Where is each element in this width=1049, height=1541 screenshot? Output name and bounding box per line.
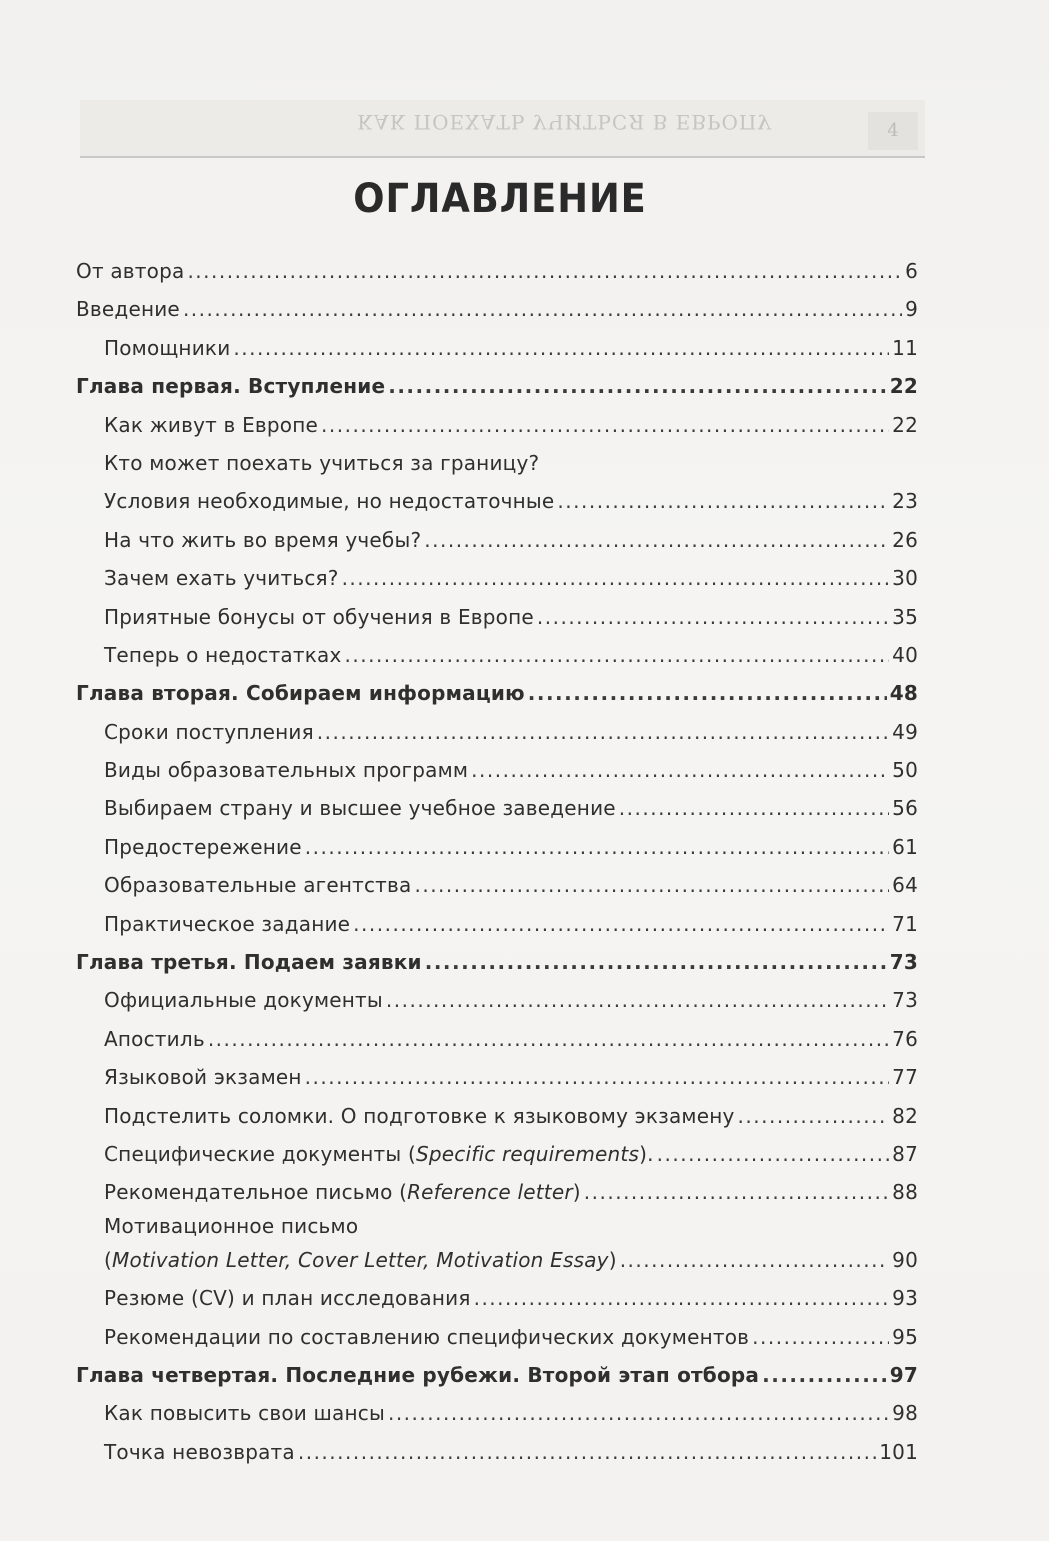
toc-section-entry[interactable]	[76, 482, 918, 520]
toc-chapter-entry[interactable]	[76, 943, 918, 981]
toc-entry-label: Глава вторая. Собираем информацию	[76, 681, 525, 706]
toc-entry-label: Образовательные агентства	[104, 873, 412, 898]
toc-entry-label: Практическое задание	[104, 911, 351, 936]
toc-page-number: 73	[889, 950, 918, 975]
toc-page-number: 22	[889, 374, 918, 399]
toc-entry-label: Мотивационное письмо	[104, 1213, 359, 1238]
toc-entry-label: Глава третья. Подаем заявки	[76, 950, 422, 975]
dot-leader	[528, 674, 887, 712]
toc-entry-label: Официальные документы	[104, 988, 383, 1013]
dot-leader	[584, 1173, 889, 1211]
toc-section-entry[interactable]	[76, 444, 918, 482]
dot-leader	[537, 598, 889, 636]
toc-section-entry[interactable]	[76, 406, 918, 444]
toc-section-entry[interactable]	[76, 559, 918, 597]
toc-section-entry[interactable]	[76, 1394, 918, 1432]
toc-page-number: 6	[905, 259, 918, 283]
toc-entry-label: От автора	[76, 259, 185, 283]
toc-entry-label: Резюме (CV) и план исследования	[104, 1286, 471, 1311]
dot-leader	[657, 1135, 890, 1173]
toc-entry-label: Глава четвертая. Последние рубежи. Второй этап отбора	[76, 1362, 760, 1387]
toc-page-number: 35	[892, 604, 918, 629]
toc-entry-label: Как повысить свои шансы	[104, 1401, 385, 1426]
toc-entry-label: Подстелить соломки. О подготовке к языковому экзамену	[104, 1103, 735, 1128]
dot-leader	[183, 290, 902, 328]
dot-leader	[342, 559, 890, 597]
toc-page-number: 76	[892, 1026, 918, 1051]
toc-entry-label	[104, 1173, 581, 1211]
toc-entry-label-italic: Specific requirements	[415, 1141, 640, 1166]
toc-entry-label: Введение	[76, 297, 180, 322]
table-of-contents	[76, 252, 918, 1471]
dot-leader	[233, 329, 889, 367]
page-title: ОГЛАВЛЕНИЕ	[353, 176, 647, 222]
toc-section-entry[interactable]	[76, 866, 918, 904]
toc-page-number: 64	[892, 873, 918, 898]
toc-page-number: 98	[892, 1401, 918, 1426]
mirrored-running-head: КАК ПОЕХАТЬ УЧИТЬСЯ В ЕВРОПУ	[357, 110, 773, 134]
dot-leader	[305, 828, 889, 866]
toc-page-number: 56	[892, 796, 918, 821]
toc-entry-label	[104, 1241, 617, 1279]
toc-section-entry[interactable]	[76, 905, 918, 943]
toc-page-number: 71	[892, 911, 918, 936]
dot-leader	[353, 905, 889, 943]
mirrored-page-number: 4	[868, 112, 918, 150]
toc-section-entry[interactable]	[76, 1241, 918, 1279]
toc-section-entry[interactable]	[76, 1097, 918, 1135]
toc-section-entry[interactable]	[76, 636, 918, 674]
toc-page-number: 22	[892, 412, 918, 437]
dot-leader	[187, 252, 902, 290]
toc-section-entry[interactable]	[76, 1279, 918, 1317]
toc-page-number: 40	[892, 642, 918, 667]
toc-entry-label-part: )	[608, 1247, 617, 1272]
dot-leader	[619, 789, 889, 827]
dot-leader	[471, 751, 889, 789]
toc-section-entry[interactable]	[76, 751, 918, 789]
toc-page-number: 87	[892, 1141, 918, 1166]
toc-chapter-entry[interactable]	[76, 367, 918, 405]
toc-entry-label-part: )	[572, 1180, 581, 1205]
toc-page-number: 49	[892, 719, 918, 744]
toc-page-number: 77	[892, 1065, 918, 1090]
dot-leader	[762, 1356, 887, 1394]
toc-section-entry[interactable]	[76, 1173, 918, 1211]
toc-section-entry[interactable]	[76, 1020, 918, 1058]
toc-section-entry[interactable]	[76, 598, 918, 636]
toc-entry-label: На что жить во время учебы?	[104, 527, 422, 552]
toc-entry-label	[104, 1135, 654, 1173]
dot-leader	[317, 713, 889, 751]
toc-chapter-entry[interactable]	[76, 290, 918, 328]
dot-leader	[414, 866, 889, 904]
toc-page-number: 90	[892, 1247, 918, 1272]
toc-section-entry[interactable]	[76, 1318, 918, 1356]
toc-page-number: 26	[892, 527, 918, 552]
toc-entry-label: Помощники	[104, 335, 231, 360]
dot-leader	[298, 1433, 876, 1471]
toc-page-number: 61	[892, 834, 918, 859]
dot-leader	[425, 943, 887, 981]
toc-entry-label: Сроки поступления	[104, 719, 314, 744]
toc-entry-label: Рекомендации по составлению специфических документов	[104, 1324, 750, 1349]
toc-entry-label-italic: Motivation Letter, Cover Letter, Motivation Essay	[112, 1247, 609, 1272]
toc-entry-label-part: ).	[639, 1141, 654, 1166]
toc-entry-label: Как живут в Европе	[104, 412, 319, 437]
toc-page-number: 101	[879, 1439, 918, 1464]
dot-leader	[620, 1241, 889, 1279]
dot-leader	[388, 1394, 889, 1432]
toc-section-entry[interactable]	[76, 329, 918, 367]
toc-entry-label: Виды образовательных программ	[104, 758, 469, 783]
toc-entry-label: Языковой экзамен	[104, 1065, 302, 1090]
toc-section-entry[interactable]	[76, 1135, 918, 1173]
toc-entry-label: Условия необходимые, но недостаточные	[104, 489, 555, 514]
dot-leader	[386, 981, 889, 1019]
dot-leader	[474, 1279, 890, 1317]
toc-entry-label-part: Специфические документы (	[104, 1141, 416, 1166]
toc-page-number: 95	[892, 1324, 918, 1349]
dot-leader	[388, 367, 887, 405]
toc-entry-label: Выбираем страну и высшее учебное заведение	[104, 796, 616, 821]
toc-page-number: 23	[892, 489, 918, 514]
dot-leader	[345, 636, 890, 674]
toc-entry-label: Зачем ехать учиться?	[104, 566, 339, 591]
toc-page-number: 82	[892, 1103, 918, 1128]
dot-leader	[557, 482, 889, 520]
dot-leader	[208, 1020, 889, 1058]
toc-chapter-entry[interactable]	[76, 1356, 918, 1394]
toc-page-number: 48	[889, 681, 918, 706]
toc-chapter-entry[interactable]	[76, 252, 918, 290]
toc-section-entry[interactable]	[76, 521, 918, 559]
toc-section-entry[interactable]	[76, 1433, 918, 1471]
toc-entry-label: Апостиль	[104, 1026, 205, 1051]
toc-page-number: 9	[905, 297, 918, 322]
toc-section-entry[interactable]	[76, 1058, 918, 1096]
dot-leader	[305, 1058, 890, 1096]
toc-entry-label-part: (	[104, 1247, 113, 1272]
toc-page-number: 11	[892, 335, 918, 360]
toc-section-entry[interactable]	[76, 713, 918, 751]
toc-entry-label: Предостережение	[104, 834, 302, 859]
toc-page-number: 93	[892, 1286, 918, 1311]
toc-chapter-entry[interactable]	[76, 674, 918, 712]
toc-entry-label-part: Рекомендательное письмо (	[104, 1180, 408, 1205]
toc-page-number: 73	[892, 988, 918, 1013]
toc-page-number: 88	[892, 1180, 918, 1205]
dot-leader	[321, 406, 889, 444]
toc-section-entry[interactable]	[76, 1212, 918, 1241]
toc-entry-label-italic: Reference letter	[407, 1180, 573, 1205]
toc-section-entry[interactable]	[76, 789, 918, 827]
toc-entry-label: Приятные бонусы от обучения в Европе	[104, 604, 534, 629]
toc-section-entry[interactable]	[76, 828, 918, 866]
toc-entry-label: Точка невозврата	[104, 1439, 295, 1464]
toc-section-entry[interactable]	[76, 981, 918, 1019]
dot-leader	[424, 521, 889, 559]
toc-entry-label: Теперь о недостатках	[104, 642, 342, 667]
toc-page-number: 30	[892, 566, 918, 591]
toc-entry-label: Кто может поехать учиться за границу?	[104, 450, 540, 475]
dot-leader	[738, 1097, 890, 1135]
toc-entry-label: Глава первая. Вступление	[76, 374, 386, 399]
toc-page-number: 50	[892, 758, 918, 783]
dot-leader	[752, 1318, 889, 1356]
toc-page-number: 97	[889, 1362, 918, 1387]
